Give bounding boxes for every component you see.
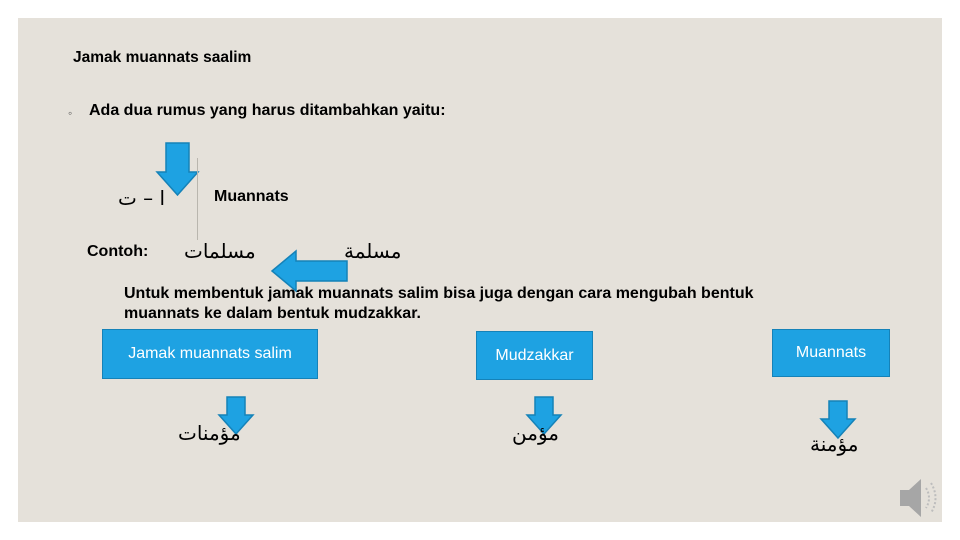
- word-muannats: مؤمنة: [810, 432, 859, 456]
- example-plural-word: مسلمات: [184, 239, 256, 263]
- slide-background: [18, 18, 942, 522]
- word-mudzakkar: مؤمن: [512, 421, 559, 445]
- example-singular-word: مسلمة: [344, 239, 402, 263]
- box-jamak-muannats-salim: Jamak muannats salim: [102, 329, 318, 379]
- rule-label: Muannats: [214, 188, 289, 205]
- bullet-marker: ◦: [68, 106, 73, 120]
- speaker-icon[interactable]: [898, 474, 944, 522]
- suffix-arabic: ا – ت: [118, 186, 166, 210]
- word-jamak: مؤمنات: [178, 421, 241, 445]
- explanation-paragraph: Untuk membentuk jamak muannats salim bisa juga dengan cara mengubah bentuk muannats ke dalam bentuk mudzakkar.: [124, 285, 754, 322]
- bullet-text: Ada dua rumus yang harus ditambahkan yaitu:: [89, 102, 446, 119]
- example-label: Contoh:: [87, 243, 149, 260]
- slide-title: Jamak muannats saalim: [73, 49, 252, 66]
- box-mudzakkar: Mudzakkar: [476, 331, 593, 380]
- divider-line: [197, 158, 198, 240]
- box-muannats: Muannats: [772, 329, 890, 377]
